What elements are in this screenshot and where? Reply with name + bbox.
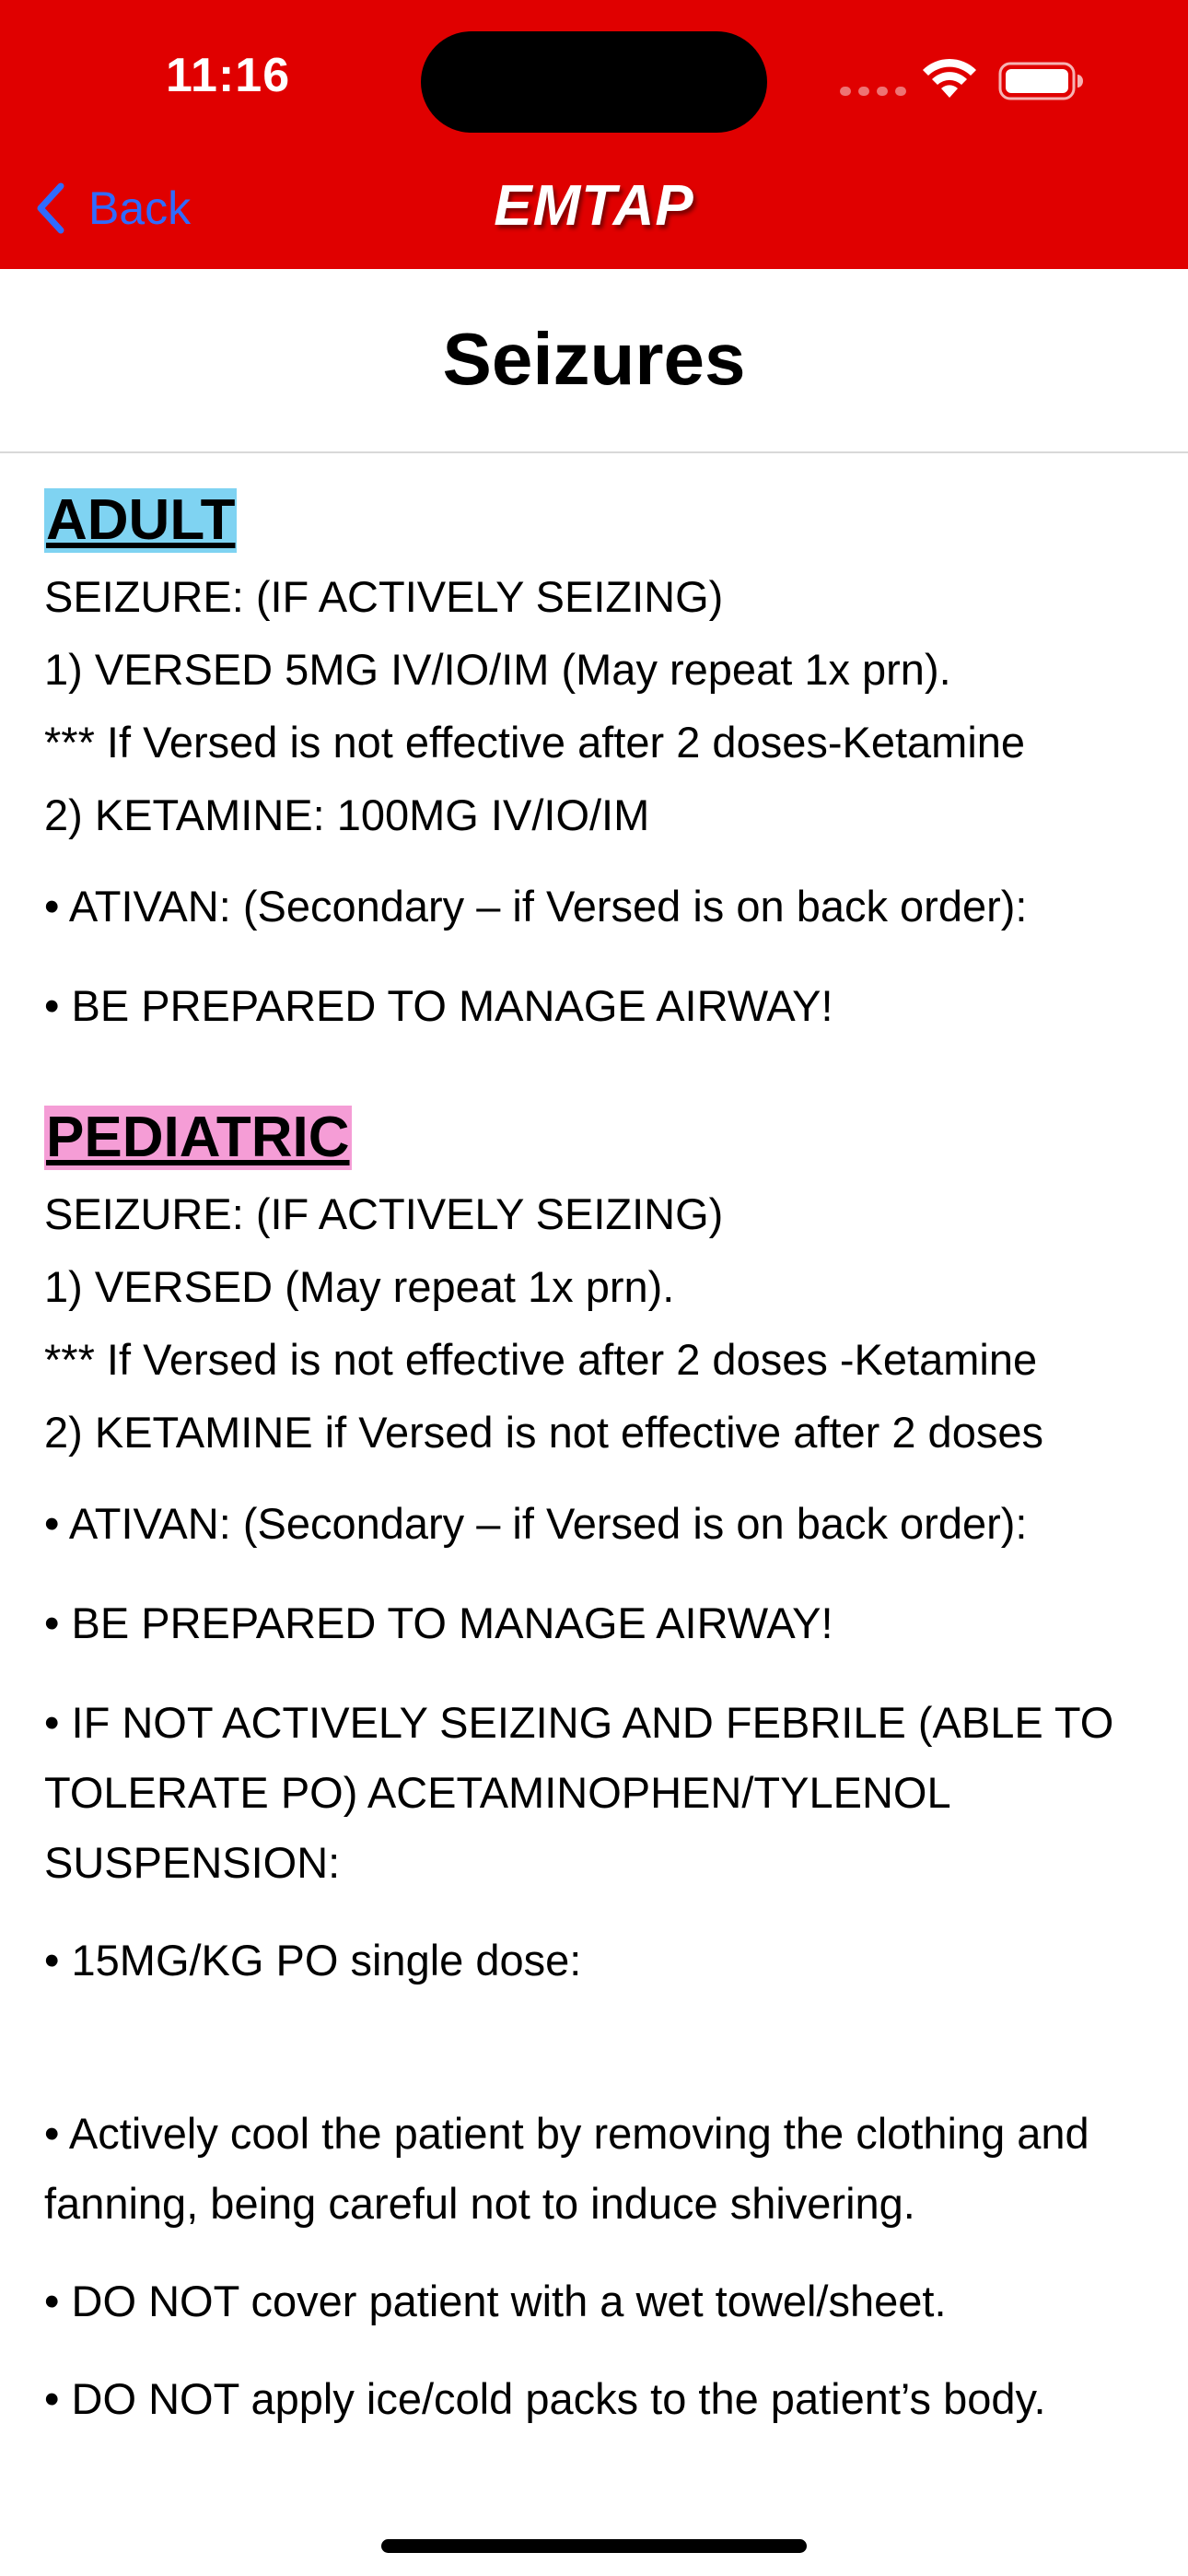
pediatric-line: 2) KETAMINE if Versed is not effective after 2 doses <box>44 1408 1043 1457</box>
wifi-icon <box>921 57 978 101</box>
adult-line: *** If Versed is not effective after 2 doses-Ketamine <box>44 718 1026 767</box>
adult-line: 2) KETAMINE: 100MG IV/IO/IM <box>44 790 650 839</box>
status-time: 11:16 <box>166 49 291 102</box>
page-title: Seizures <box>442 318 746 400</box>
pediatric-line: *** If Versed is not effective after 2 doses -Ketamine <box>44 1335 1038 1384</box>
app-title: EMTAP <box>494 174 694 238</box>
adult-heading: ADULT <box>46 488 236 552</box>
dynamic-island <box>421 31 767 133</box>
pediatric-heading: PEDIATRIC <box>46 1106 350 1169</box>
home-indicator[interactable] <box>381 2539 807 2553</box>
battery-icon <box>998 61 1085 101</box>
protocol-content <box>44 488 1149 2434</box>
pediatric-bullet: • DO NOT apply ice/cold packs to the patient’s body. <box>44 2374 1046 2423</box>
pediatric-line: SEIZURE: (IF ACTIVELY SEIZING) <box>44 1189 724 1238</box>
adult-bullet: • ATIVAN: (Secondary – if Versed is on back order): <box>44 882 1028 931</box>
pediatric-bullet: • DO NOT cover patient with a wet towel/sheet. <box>44 2277 947 2325</box>
adult-line: 1) VERSED 5MG IV/IO/IM (May repeat 1x prn). <box>44 645 951 694</box>
pediatric-bullet: • Actively cool the patient by removing the clothing and fanning, being careful not to induce shivering. <box>44 2109 1089 2228</box>
pediatric-line: 1) VERSED (May repeat 1x prn). <box>44 1262 675 1311</box>
pediatric-bullet: • ATIVAN: (Secondary – if Versed is on back order): <box>44 1499 1028 1548</box>
adult-bullet: • BE PREPARED TO MANAGE AIRWAY! <box>44 981 833 1030</box>
pediatric-bullet: • IF NOT ACTIVELY SEIZING AND FEBRILE (ABLE TO TOLERATE PO) ACETAMINOPHEN/TYLENOL SUSPENSION: <box>44 1698 1114 1887</box>
pediatric-bullet: • 15MG/KG PO single dose: <box>44 1936 582 1985</box>
nav-header <box>0 0 1188 269</box>
cellular-signal-icon <box>840 87 906 96</box>
adult-line: SEIZURE: (IF ACTIVELY SEIZING) <box>44 572 724 621</box>
page-title-bar <box>0 269 1188 453</box>
back-label: Back <box>88 182 192 234</box>
pediatric-bullet: • BE PREPARED TO MANAGE AIRWAY! <box>44 1598 833 1647</box>
